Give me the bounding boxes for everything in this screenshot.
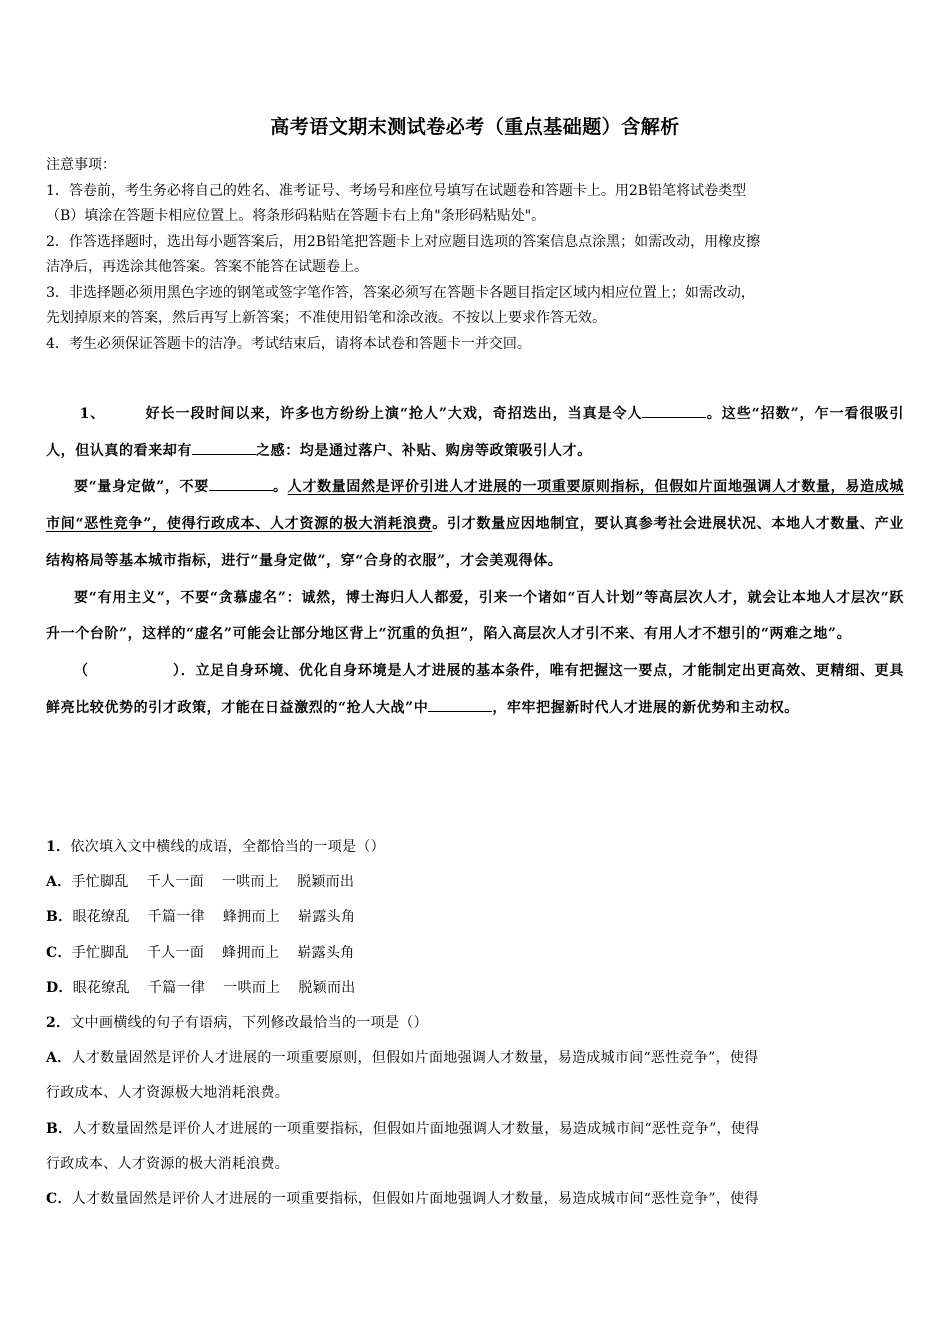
passage-number: 1、 [79, 406, 106, 422]
fill-blank-2 [192, 440, 256, 455]
exam-notes [46, 153, 906, 357]
fill-blank-1 [642, 403, 706, 418]
note-item-3-line-1: 3．非选择题必须用黑色字迹的钢笔或签字笔作答，答案必须写在答题卡各题目指定区域内相应位置上；如需改动， [46, 284, 755, 301]
question-2-option-c-line-1: C．人才数量固然是评价人才进展的一项重要指标，但假如片面地强调人才数量，易造成城市间“恶性竞争”，使得 [46, 1191, 759, 1208]
notes-heading: 注意事项： [46, 157, 116, 173]
reading-passage [46, 396, 904, 726]
note-item-2-line-2: 洁净后，再选涂其他答案。答案不能答在试题卷上。 [46, 259, 368, 275]
underlined-sentence: 人才数量固然是评价引进人才进展的一项重要原则指标，但假如片面地强调人才数量，易造成城市间“恶性竞争”，使得行政成本、人才资源的极大消耗浪费 [46, 479, 904, 533]
question-2-option-b-line-1: B．人才数量固然是评价人才进展的一项重要指标，但假如片面地强调人才数量，易造成城市间“恶性竞争”，使得 [46, 1120, 760, 1137]
question-1-option-b: B．眼花缭乱 千篇一律 蜂拥而上 崭露头角 [46, 909, 356, 926]
passage-paragraph-1: 1、 好长一段时间以来，许多也方纷纷上演“抢人”大戏，奇招迭出，当真是令人 。这些“招数”，乍一看很吸引人，但认真的看来却有 之感：均是通过落户、补贴、购房等政策吸引人才。 [46, 396, 904, 469]
question-2-option-a-line-2: 行政成本、人才资源极大地消耗浪费。 [46, 1085, 290, 1102]
fill-blank-3 [209, 476, 273, 491]
note-item-2-line-1: 2．作答选择题时，选出每小题答案后，用2B铅笔把答题卡上对应题目选项的答案信息点涂黑；如需改动，用橡皮擦 [46, 233, 761, 250]
question-2-option-b-line-2: 行政成本、人才资源的极大消耗浪费。 [46, 1155, 290, 1172]
note-item-1-line-2: （B）填涂在答题卡相应位置上。将条形码粘贴在答题卡右上角"条形码粘贴处"。 [46, 208, 546, 224]
question-1-option-d: D．眼花缭乱 千篇一律 一哄而上 脱颖而出 [46, 979, 356, 996]
question-2-stem: 2．文中画横线的句子有语病，下列修改最恰当的一项是（） [46, 1015, 428, 1032]
page-title: 高考语文期末测试卷必考（重点基础题）含解析 [270, 116, 680, 138]
note-item-1-line-1: 1．答卷前，考生务必将自己的姓名、准考证号、考场号和座位号填写在试题卷和答题卡上。用2B铅笔将试卷类型 [46, 182, 747, 199]
note-item-4: 4．考生必须保证答题卡的洁净。考试结束后，请将本试卷和答题卡一并交回。 [46, 335, 531, 352]
fill-blank-4 [428, 697, 492, 712]
passage-paragraph-3: 要“有用主义”，不要“贪慕虚名”：诚然，博士海归人人都爱，引来一个诸如“百人计划”等高层次人才，就会让本地人才层次“跃升一个台阶”，这样的“虚名”可能会让部分地区背上“沉重的负担”，陷入高层次人才引不来、有用人才不想引的“两难之地”。 [46, 589, 904, 643]
question-1-option-c: C．手忙脚乱 千人一面 蜂拥而上 崭露头角 [46, 944, 355, 961]
note-item-3-line-2: 先划掉原来的答案，然后再写上新答案；不准使用铅笔和涂改液。不按以上要求作答无效。 [46, 310, 606, 326]
questions-section [46, 830, 904, 1217]
passage-paragraph-4: （ ）．立足自身环境、优化自身环境是人才进展的基本条件，唯有把握这一要点，才能制定出更高效、更精细、更具鲜亮比较优势的引才政策，才能在日益激烈的“抢人大战”中 ，牢牢把握新时代人才进展的新优势和主动权。 [46, 662, 904, 716]
question-1-option-a: A．手忙脚乱 千人一面 一哄而上 脱颖而出 [46, 874, 355, 891]
passage-paragraph-2: 要“量身定做”，不要 。人才数量固然是评价引进人才进展的一项重要原则指标，但假如片面地强调人才数量，易造成城市间“恶性竞争”，使得行政成本、人才资源的极大消耗浪费。引才数量应因地制宜，要认真参考社会进展状况、本地人才数量、产业结构格局等基本城市指标，进行“量身定做”，穿“合身的衣服”，才会美观得体。 [46, 469, 904, 579]
question-2-option-a-line-1: A．人才数量固然是评价人才进展的一项重要原则，但假如片面地强调人才数量，易造成城市间“恶性竞争”，使得 [46, 1050, 759, 1067]
question-1-stem: 1．依次填入文中横线的成语，全都恰当的一项是（） [46, 839, 385, 855]
